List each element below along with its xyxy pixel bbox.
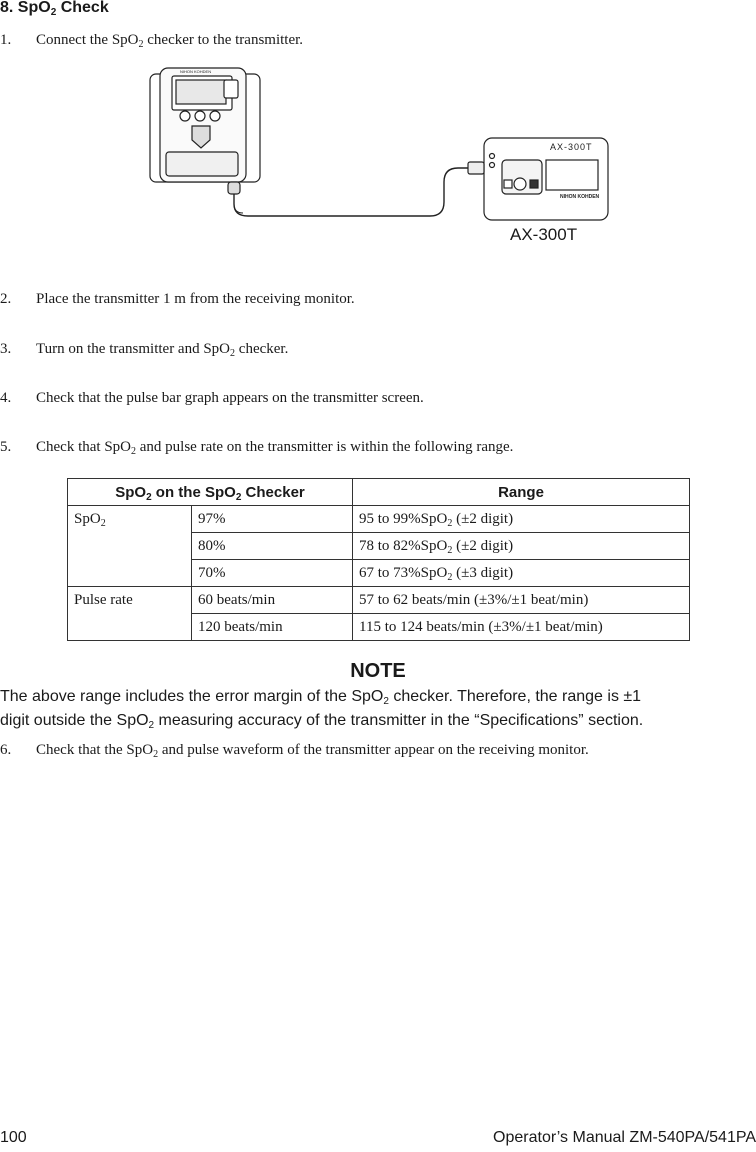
range-cell: 57 to 62 beats/min (±3%/±1 beat/min) <box>353 587 690 614</box>
table-row <box>68 587 690 614</box>
range-cell: 115 to 124 beats/min (±3%/±1 beat/min) <box>353 614 690 641</box>
step-5: 5. Check that SpO$_2$ and pulse rate on the transmitter is within the following range. <box>0 439 514 457</box>
note-line-1: The above range includes the error margin of the SpO$_2$ checker. Therefore, the range is ±1 <box>0 688 642 707</box>
range-cell: 67 to 73%SpO$_2$ (±3 digit) <box>353 560 690 587</box>
connection-illustration <box>140 64 620 254</box>
step-3: 3. Turn on the transmitter and SpO$_2$ checker. <box>0 341 289 359</box>
section-heading: 8. SpO$_2$ Check <box>0 0 109 18</box>
setting-cell: 70% <box>192 560 353 587</box>
note-title: NOTE <box>350 660 406 682</box>
transmitter-device <box>150 68 260 194</box>
setting-cell: 80% <box>192 533 353 560</box>
setting-cell: 97% <box>192 506 353 533</box>
table-header-row <box>68 479 690 506</box>
step-6: 6. Check that the SpO$_2$ and pulse waveform of the transmitter appear on the receiving monitor. <box>0 742 589 760</box>
checker-brand-text: NIHON KOHDEN <box>560 194 600 200</box>
note-line-2: digit outside the SpO$_2$ measuring accuracy of the transmitter in the “Specifications” section. <box>0 712 644 731</box>
note-body <box>0 685 756 733</box>
step-1: 1. Connect the SpO$_2$ checker to the transmitter. <box>0 32 304 50</box>
range-cell: 95 to 99%SpO$_2$ (±2 digit) <box>353 506 690 533</box>
range-cell: 78 to 82%SpO$_2$ (±2 digit) <box>353 533 690 560</box>
table-header-checker: SpO$_2$ on the SpO$_2$ Checker <box>68 479 353 506</box>
table-header-range: Range <box>353 479 690 506</box>
footer-title: Operator’s Manual ZM-540PA/541PA <box>493 1129 756 1146</box>
transmitter-brand-text: NIHON KOHDEN <box>180 69 212 74</box>
checker-label: AX-300T <box>510 225 578 244</box>
step-4: 4. Check that the pulse bar graph appears on the transmitter screen. <box>0 390 424 406</box>
table-row <box>68 506 690 533</box>
category-pulse-rate: Pulse rate <box>68 587 192 641</box>
category-spo2: SpO$_2$ <box>68 506 192 587</box>
setting-cell: 120 beats/min <box>192 614 353 641</box>
range-table <box>67 478 690 641</box>
page-number: 100 <box>0 1129 27 1146</box>
connection-cable <box>234 168 470 216</box>
checker-model-print: AX-300T <box>550 142 593 152</box>
step-2: 2. Place the transmitter 1 m from the receiving monitor. <box>0 291 355 307</box>
setting-cell: 60 beats/min <box>192 587 353 614</box>
